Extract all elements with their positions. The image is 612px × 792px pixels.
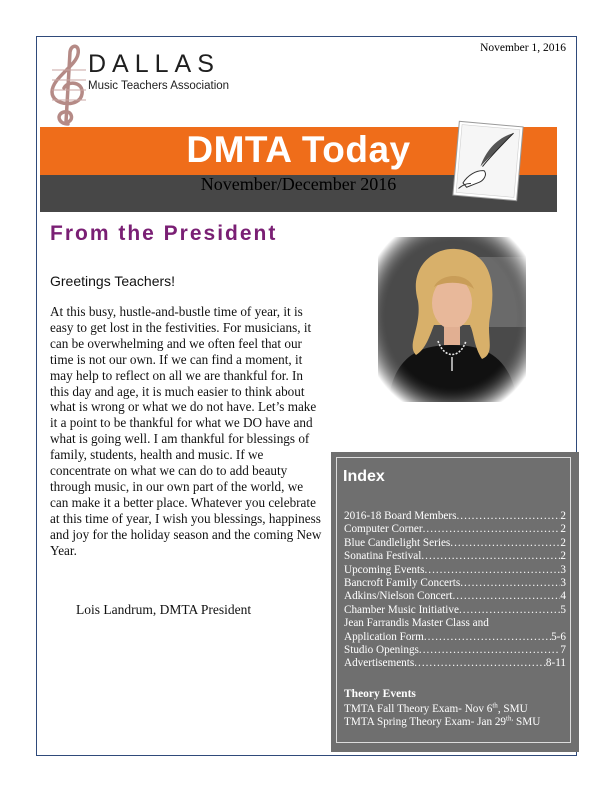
president-photo [378,237,526,402]
index-item: Studio Openings ..... 7 [344,644,566,657]
theory-events-title: Theory Events [344,688,416,700]
theory-events-list [344,703,566,730]
section-title: From the President [50,222,278,245]
index-item: Chamber Music Initiative ..... 5 [344,604,566,617]
newsletter-issue: November/December 2016 [200,174,397,194]
index-item: Upcoming Events ..... 3 [344,564,566,577]
theory-event: TMTA Fall Theory Exam- Nov 6th, SMU [344,701,528,715]
index-list [344,510,566,671]
theory-event: TMTA Spring Theory Exam- Jan $29^{th,}$ SMU [344,714,541,729]
greeting: Greetings Teachers! [50,273,176,289]
logo-subtitle: Music Teachers Association [88,80,230,92]
index-item: Sonatina Festival ..... 2 [344,550,566,563]
index-item: Bancroft Family Concerts ..... 3 [344,577,566,590]
index-item: Computer Corner ..... 2 [344,523,566,536]
quill-hand-icon [452,120,524,201]
index-item: Advertisements ..... 8-11 [344,657,566,670]
index-item: Adkins/Nielson Concert ..... 4 [344,590,566,603]
president-letter-body: At this busy, hustle-and-bustle time of year, it is easy to get lost in the festivities. For musicians, it can be overwhelming and we often feel that our time is not our own. If we can find a moment, it may help to reflect on all we are thankful for. In this day and age, it is much easier to think about what is wrong or what we do not have. Let’s make it a point to be thankful for what we DO have and what is going well. I am thankful for blessings of family, students, health and music. If we concentrate on what we can do to add beauty through music, in our own part of the world, we can make it a better place. Whatever you celebrate at this time of year, I wish you blessings, happiness and joy for the holiday season and the coming New Year. [50,304,322,558]
logo-wordmark: DALLAS [88,50,220,78]
index-item: Application Form ..... 5-6 [344,631,566,644]
index-title: Index [343,468,385,485]
index-item: 2016-18 Board Members ..... 2 [344,510,566,523]
newsletter-title: DMTA Today [186,129,411,170]
signature: Lois Landrum, DMTA President [76,602,252,617]
index-item: Jean Farrandis Master Class and [344,617,489,630]
index-item: Blue Candlelight Series ..... 2 [344,537,566,550]
issue-date: November 1, 2016 [480,42,566,54]
